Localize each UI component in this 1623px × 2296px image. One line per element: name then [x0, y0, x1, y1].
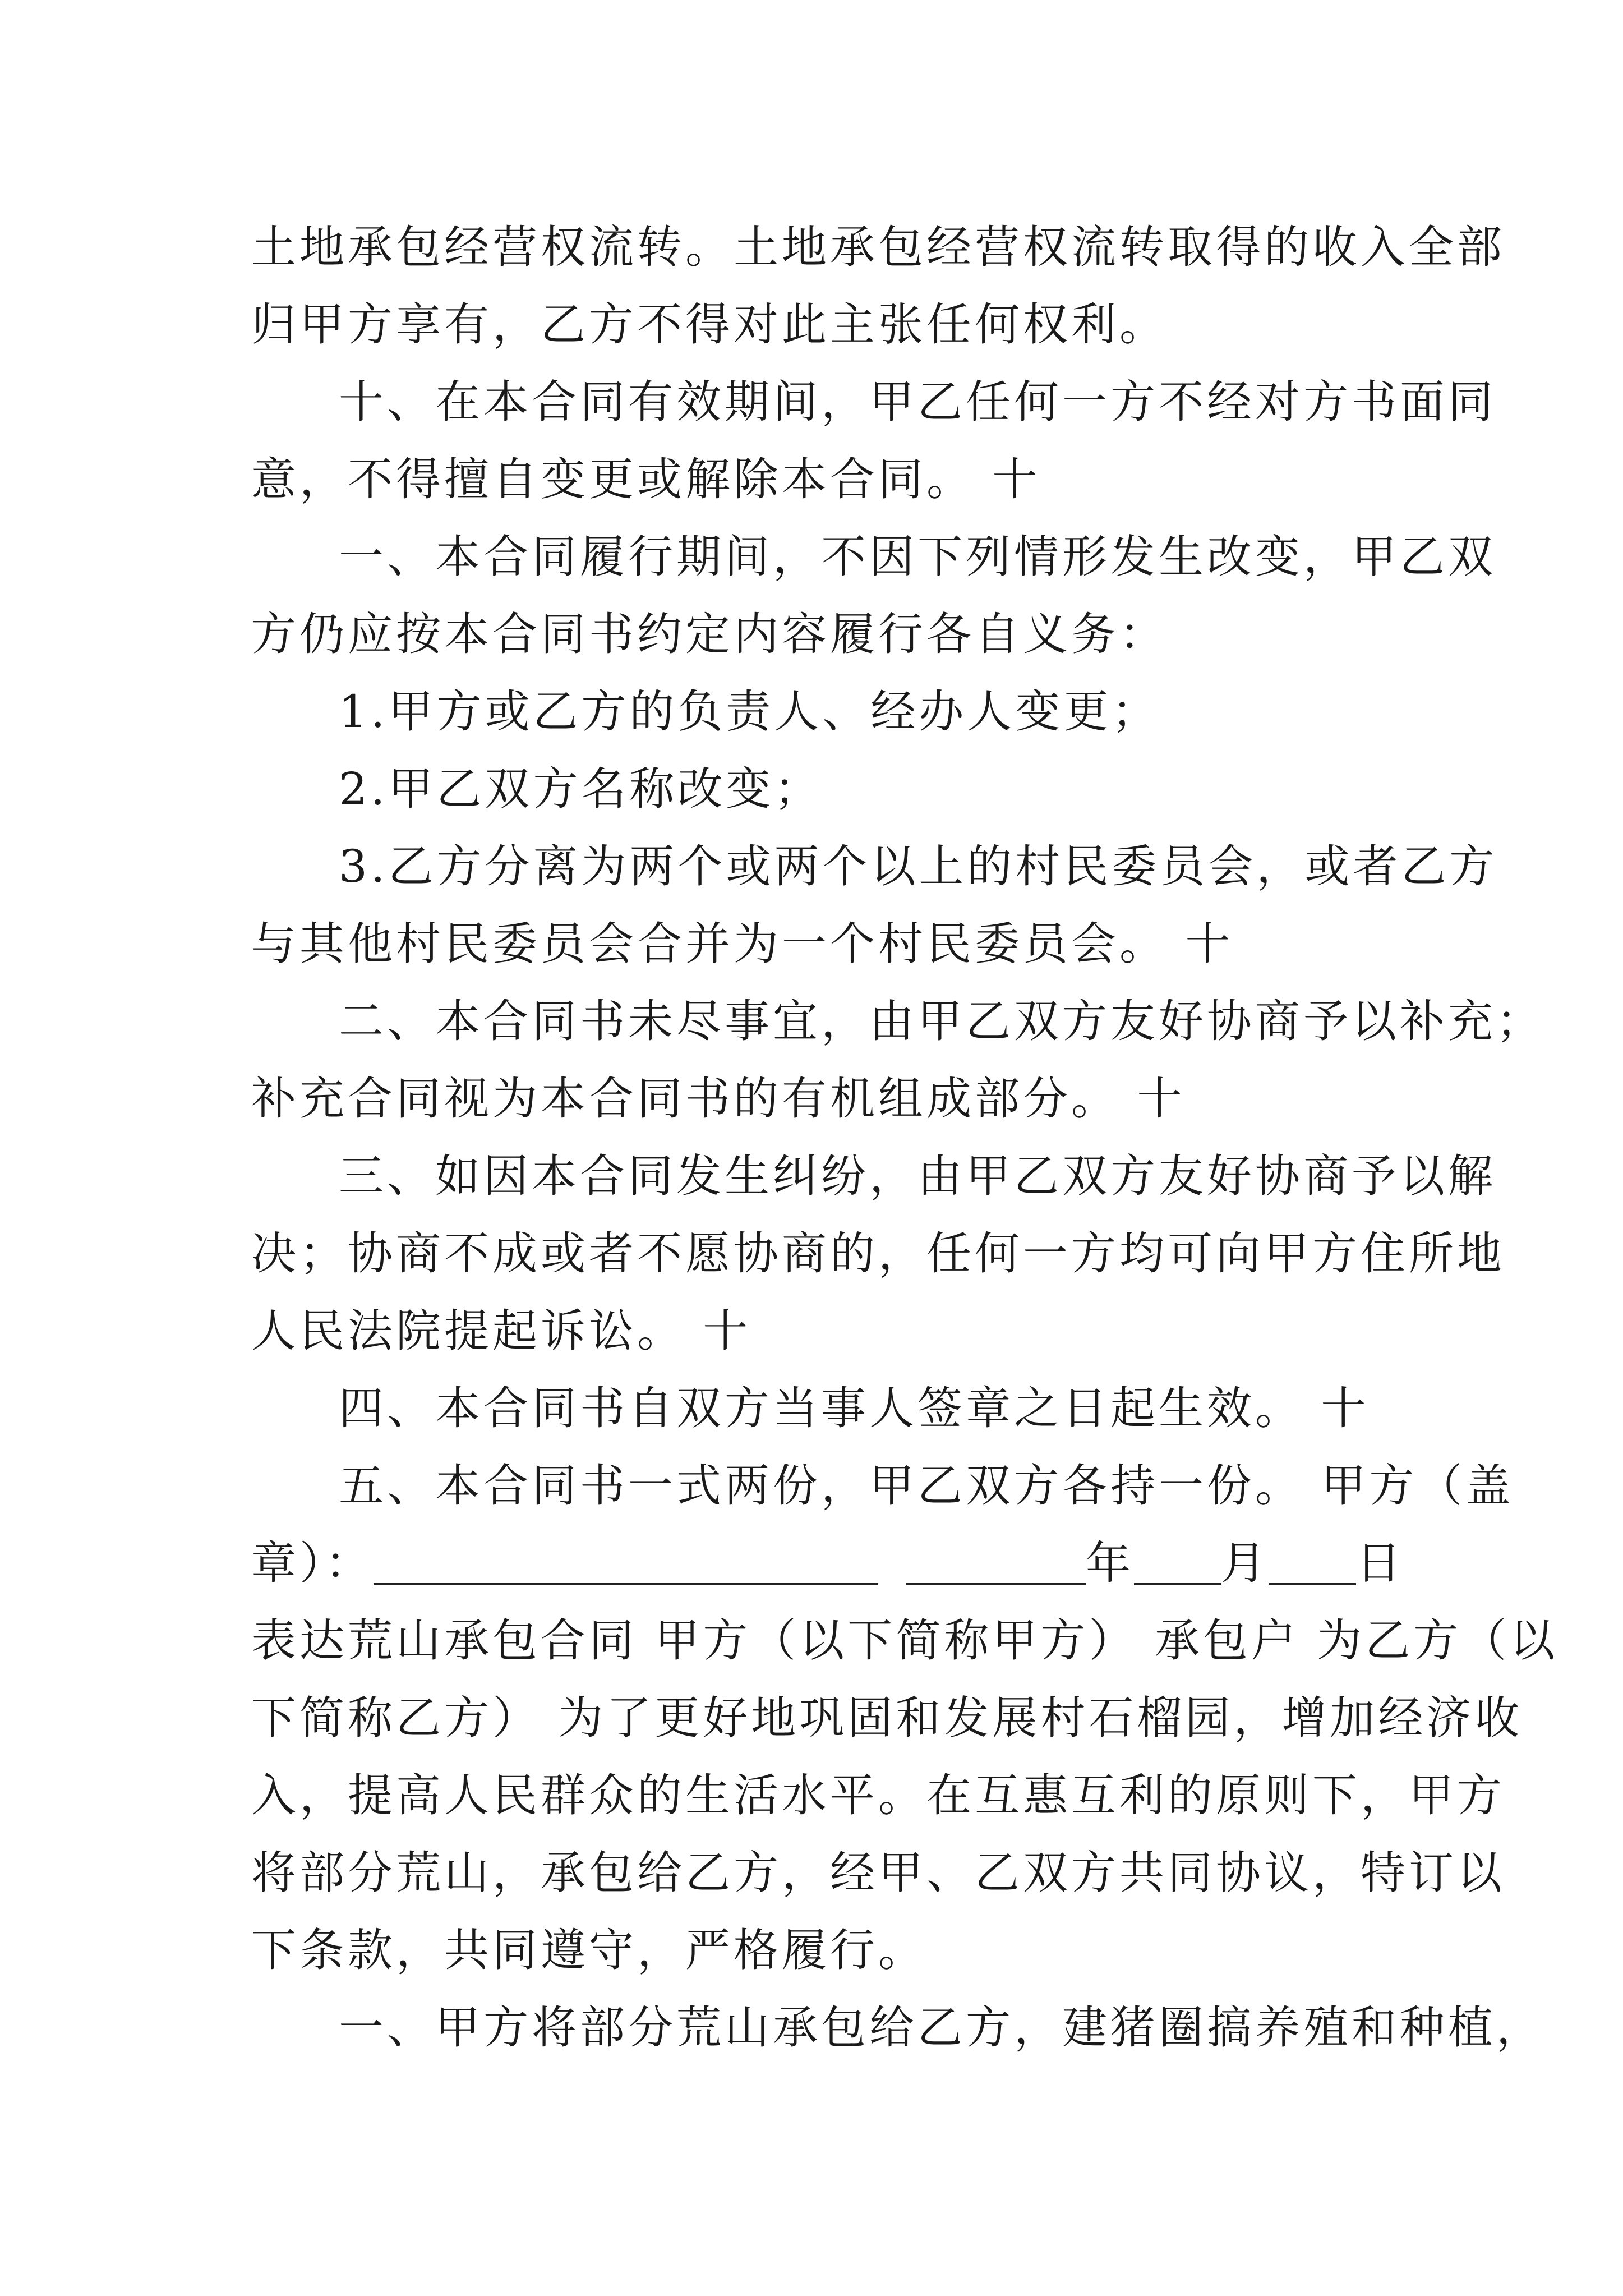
text-line: 将部分荒山，承包给乙方，经甲、乙双方共同协议，特订以	[251, 1847, 1505, 1899]
text-line: 补充合同视为本合同书的有机组成部分。 十	[251, 1073, 1186, 1125]
text-line: 意，不得擅自变更或解除本合同。 十	[251, 453, 1041, 505]
text-line: 一、本合同履行期间，不因下列情形发生改变，甲乙双	[339, 531, 1496, 583]
text-line: 与其他村民委员会合并为一个村民委员会。 十	[251, 918, 1234, 970]
text-line: 二、本合同书未尽事宜，由甲乙双方友好协商予以补充；	[339, 995, 1544, 1047]
text-line: 五、本合同书一式两份，甲乙双方各持一份。 甲方（盖	[339, 1460, 1514, 1512]
text-line: 下条款，共同遵守，严格履行。	[251, 1924, 926, 1976]
month-label: 月	[1221, 1537, 1269, 1589]
signature-date-line	[251, 1525, 1404, 1602]
year-blank	[906, 1538, 1086, 1585]
text-line: 一、甲方将部分荒山承包给乙方，建猪圈搞养殖和种植，	[339, 2001, 1544, 2054]
signature-blank	[374, 1538, 878, 1585]
year-label: 年	[1086, 1537, 1134, 1589]
text-line: 三、如因本合同发生纠纷，由甲乙双方友好协商予以解	[339, 1150, 1496, 1202]
seal-label: 章）：	[251, 1537, 374, 1589]
text-line: 3.乙方分离为两个或两个以上的村民委员会，或者乙方	[339, 840, 1498, 892]
month-blank	[1134, 1538, 1221, 1585]
text-line: 下简称乙方） 为了更好地巩固和发展村石榴园，增加经济收	[251, 1692, 1523, 1744]
text-line: 1.甲方或乙方的负责人、经办人变更；	[339, 685, 1160, 738]
text-line: 土地承包经营权流转。土地承包经营权流转取得的收入全部	[251, 221, 1505, 273]
text-line: 表达荒山承包合同 甲方（以下简称甲方） 承包户 为乙方（以	[251, 1614, 1559, 1667]
text-line: 入，提高人民群众的生活水平。在互惠互利的原则下，甲方	[251, 1769, 1505, 1821]
document-page	[251, 209, 1559, 2067]
text-line: 十、在本合同有效期间，甲乙任何一方不经对方书面同	[339, 376, 1496, 428]
text-line: 方仍应按本合同书约定内容履行各自义务：	[251, 608, 1168, 660]
day-label: 日	[1356, 1537, 1404, 1589]
text-line: 2.甲乙双方名称改变；	[339, 763, 823, 815]
text-line: 归甲方享有，乙方不得对此主张任何权利。	[251, 298, 1168, 351]
text-line: 四、本合同书自双方当事人签章之日起生效。 十	[339, 1382, 1370, 1434]
text-line: 人民法院提起诉讼。 十	[251, 1305, 751, 1357]
text-line: 决；协商不成或者不愿协商的，任何一方均可向甲方住所地	[251, 1227, 1505, 1280]
day-blank	[1269, 1538, 1356, 1585]
